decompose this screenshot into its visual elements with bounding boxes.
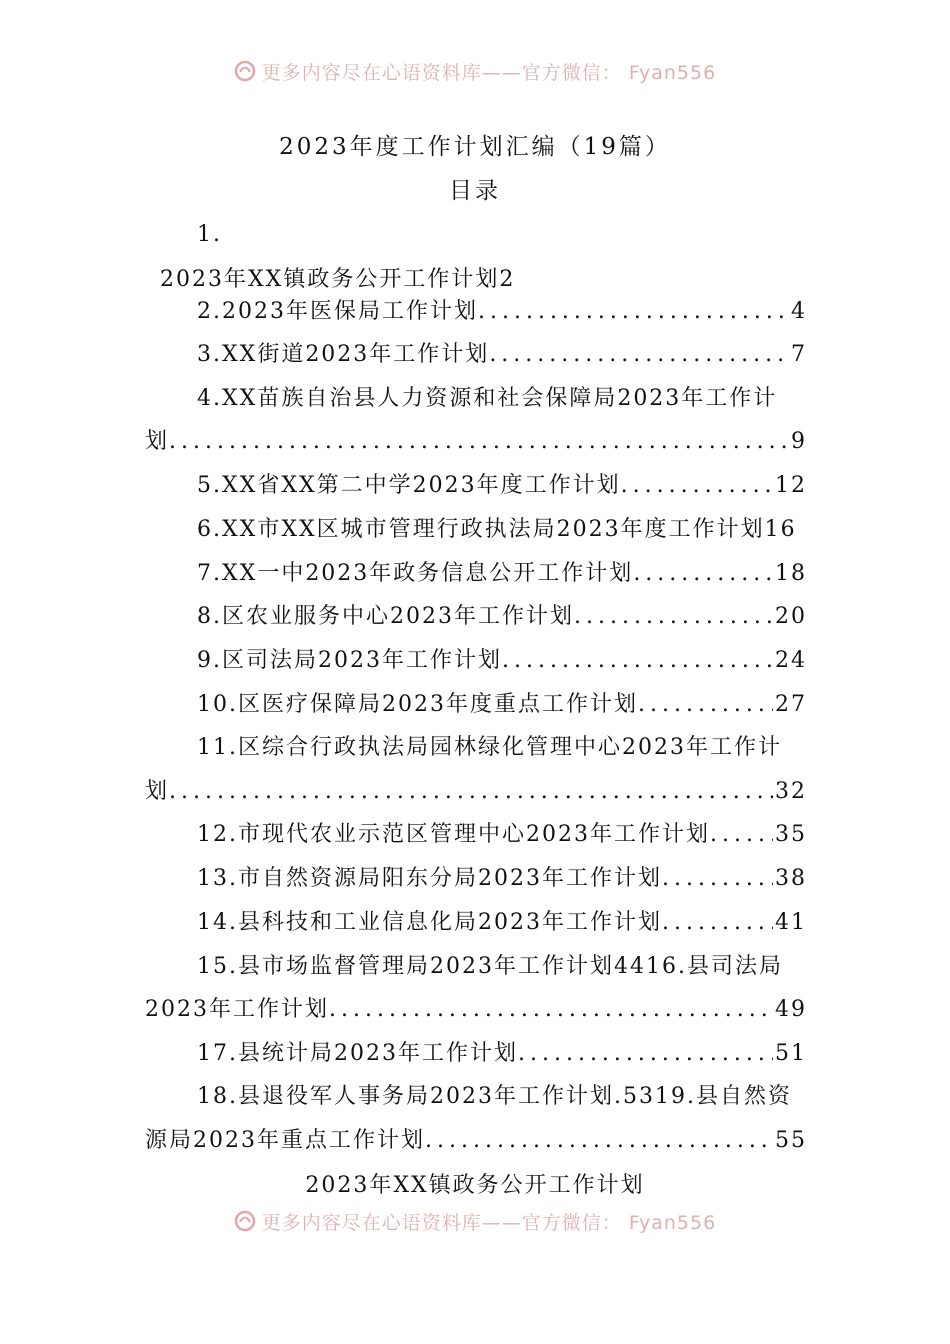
toc-line[interactable] [197, 218, 222, 252]
toc-entry-text: 18.县退役军人事务局2023年工作计划.5319.县自然资 [197, 1084, 792, 1109]
toc-line[interactable] [197, 1080, 792, 1114]
toc-leader-dots [425, 1124, 773, 1158]
toc-line[interactable] [197, 513, 797, 547]
toc-line[interactable] [145, 425, 807, 459]
toc-entry-text: 2023年XX镇政务公开工作计划2 [160, 267, 516, 292]
toc-leader-dots [662, 862, 773, 896]
toc-entry-text: 10.区医疗保障局2023年度重点工作计划 [197, 692, 638, 717]
toc-entry-text: 15.县市场监督管理局2023年工作计划4416.县司法局 [197, 954, 783, 979]
toc-entry-text: 11.区综合行政执法局园林绿化管理中心2023年工作计 [197, 735, 782, 760]
toc-line[interactable] [197, 338, 807, 372]
toc-line[interactable] [160, 263, 515, 297]
toc-leader-dots [502, 644, 773, 678]
document-title: 2023年度工作计划汇编（19篇） [279, 134, 671, 160]
toc-line[interactable] [197, 950, 783, 984]
toc-line[interactable] [145, 993, 807, 1027]
toc-line[interactable] [197, 862, 807, 896]
toc-leader-dots [169, 775, 773, 809]
toc-page-number: 9 [791, 429, 807, 454]
toc-line[interactable] [197, 731, 782, 765]
toc-entry-text: 17.县统计局2023年工作计划 [197, 1041, 518, 1066]
toc-line[interactable] [197, 557, 807, 591]
toc-leader-dots [478, 295, 789, 329]
watermark-logo-icon [234, 1210, 256, 1232]
toc-entry-text: 6.XX市XX区城市管理行政执法局2023年度工作计划16 [197, 517, 797, 542]
toc-page-number: 4 [791, 299, 807, 324]
toc-entry-text: 13.市自然资源局阳东分局2023年工作计划 [197, 866, 662, 891]
watermark-top [0, 58, 950, 84]
toc-line[interactable] [197, 1037, 807, 1071]
toc-entry-text: 12.市现代农业示范区管理中心2023年工作计划 [197, 822, 710, 847]
toc-entry-text: 5.XX省XX第二中学2023年度工作计划 [197, 473, 621, 498]
toc-leader-dots [638, 688, 773, 722]
toc-entry-text: 划 [145, 429, 170, 454]
toc-entry-text: 划 [145, 779, 170, 804]
toc-line[interactable] [145, 775, 807, 809]
toc-entry-text: 7.XX一中2023年政务信息公开工作计划 [197, 561, 634, 586]
section-heading: 2023年XX镇政务公开工作计划 [305, 1173, 645, 1198]
toc-page-number: 12 [775, 473, 807, 498]
watermark-logo-icon [234, 60, 256, 82]
toc-entry-text: 1. [197, 222, 222, 247]
toc-page-number: 18 [775, 561, 807, 586]
watermark-text: 更多内容尽在心语资料库——官方微信： Fyan556 [261, 1211, 717, 1234]
toc-line[interactable] [197, 382, 777, 416]
toc-leader-dots [489, 338, 789, 372]
toc-page-number: 41 [775, 910, 807, 935]
toc-entry-text: 2023年工作计划 [145, 997, 329, 1022]
toc-line[interactable] [197, 906, 807, 940]
toc-page-number: 35 [775, 822, 807, 847]
toc-leader-dots [662, 906, 773, 940]
toc-leader-dots [621, 469, 773, 503]
toc-leader-dots [574, 600, 773, 634]
toc-line[interactable] [197, 469, 807, 503]
watermark-text: 更多内容尽在心语资料库——官方微信： Fyan556 [261, 61, 717, 84]
toc-leader-dots [169, 425, 789, 459]
toc-line[interactable] [145, 1124, 807, 1158]
watermark-bottom [0, 1208, 950, 1234]
toc-entry-text: 9.区司法局2023年工作计划 [197, 648, 502, 673]
toc-page-number: 20 [775, 604, 807, 629]
toc-page-number: 7 [791, 342, 807, 367]
toc-line[interactable] [197, 295, 807, 329]
toc-line[interactable] [197, 688, 807, 722]
toc-page-number: 49 [775, 997, 807, 1022]
toc-entry-text: 4.XX苗族自治县人力资源和社会保障局2023年工作计 [197, 386, 778, 411]
toc-leader-dots [518, 1037, 773, 1071]
toc-entry-text: 14.县科技和工业信息化局2023年工作计划 [197, 910, 662, 935]
toc-page-number: 55 [775, 1128, 807, 1153]
toc-leader-dots [710, 818, 773, 852]
toc-heading: 目录 [449, 178, 501, 204]
toc-entry-text: 3.XX街道2023年工作计划 [197, 342, 490, 367]
toc-leader-dots [329, 993, 773, 1027]
toc-page-number: 27 [775, 692, 807, 717]
toc-entry-text: 8.区农业服务中心2023年工作计划 [197, 604, 574, 629]
toc-page-number: 51 [775, 1041, 807, 1066]
toc-page-number: 38 [775, 866, 807, 891]
toc-entry-text: 源局2023年重点工作计划 [145, 1128, 425, 1153]
toc-leader-dots [633, 557, 773, 591]
toc-line[interactable] [197, 644, 807, 678]
toc-page-number: 32 [775, 779, 807, 804]
toc-line[interactable] [197, 818, 807, 852]
toc-line[interactable] [197, 600, 807, 634]
toc-entry-text: 2.2023年医保局工作计划 [197, 299, 478, 324]
toc-page-number: 24 [775, 648, 807, 673]
